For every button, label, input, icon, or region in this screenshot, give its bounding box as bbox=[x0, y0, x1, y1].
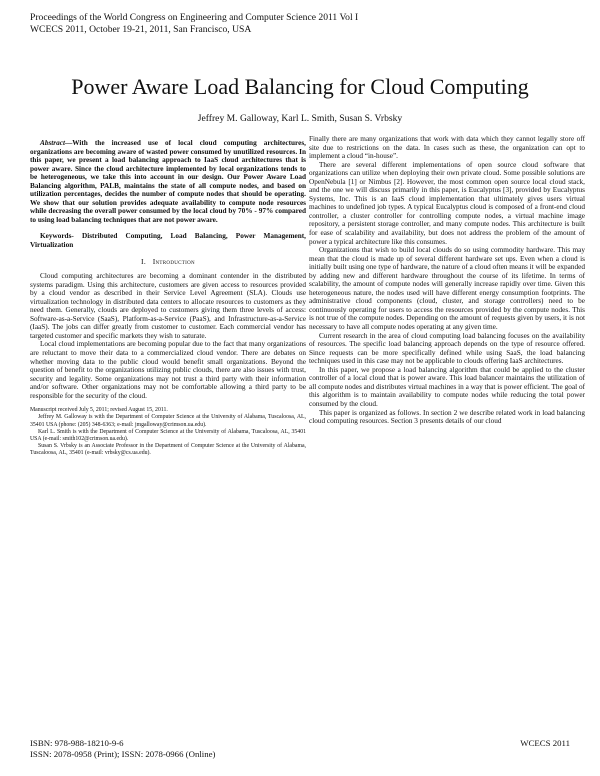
section-heading bbox=[30, 258, 306, 267]
keywords: Keywords- Distributed Computing, Load Balancing, Power Management, Virtualization bbox=[30, 232, 306, 250]
author-list: Jeffrey M. Galloway, Karl L. Smith, Susan S. Vrbsky bbox=[197, 113, 403, 124]
abstract-label: Abstract bbox=[40, 139, 65, 147]
footnote: Susan S. Vrbsky is an Associate Professor in the Department of Computer Science at the University of Alabama, Tuscaloosa, AL, 35401 (e-mail: vrbsky@cs.ua.edu). bbox=[30, 442, 306, 456]
proceedings-header bbox=[30, 12, 358, 35]
body-paragraph: Current research in the area of cloud computing load balancing focuses on the availability of resources. The specific load balancing approach depends on the type of resource offered. Since requests can be more specifically defined while using SaaS, the load balancing techniques used in this case may not be applicable to clouds offering IaaS architectures. bbox=[309, 331, 585, 366]
intro-paragraph: Local cloud implementations are becoming popular due to the fact that many organizations are reluctant to move their data to a commercialized cloud vendor. There are debates on whether moving data to the public cloud would benefit small organizations. Beyond the question of benefit to the organizations utilizing public clouds, there are also issues with trust, security and legality. Some organizations may not trust a third party with their information and/or software. Other organizations may not be comfortable allowing a third party to be responsible for the security of the cloud. bbox=[30, 340, 306, 400]
page-footer bbox=[30, 738, 215, 759]
footnote: Manuscript received July 5, 2011; revised August 15, 2011. bbox=[30, 407, 168, 414]
footnotes bbox=[30, 407, 306, 457]
section-number: I. bbox=[141, 256, 147, 266]
issn: ISSN: 2078-0958 (Print); ISSN: 2078-0966 (Online) bbox=[30, 748, 216, 759]
footnote: Karl L. Smith is with the Department of Computer Science at the University of Alabama, Tuscaloosa, AL, 35401 USA (e-mail: smith102@crimson.ua.edu). bbox=[30, 428, 306, 442]
isbn: ISBN: 978-988-18210-9-6 bbox=[30, 738, 124, 748]
body-paragraph: This paper is organized as follows. In section 2 we describe related work in load balancing cloud computing resources. Section 3 presents details of our cloud bbox=[309, 408, 585, 426]
left-column bbox=[30, 139, 306, 457]
body-paragraph: Finally there are many organizations that work with data which they cannot legally store off site due to restrictions on the data. In cases such as these, the organization can opt to implement a cloud “in-house”. bbox=[309, 135, 585, 161]
right-column bbox=[309, 135, 585, 426]
abstract-text: —With the increased use of local cloud computing architectures, organizations are becoming aware of wasted power consumed by unutilized resources. In this paper, we present a load balancing approach to IaaS cloud architectures that is power aware. Since the cloud architecture implemented by local organizations tends to be heterogeneous, we take this into account in our design. Our Power Aware Load Balancing algorithm, PALB, maintains the state of all compute nodes, and based on utilization percentages, decides the number of compute nodes that should be operating. We show that our solution provides adequate availability to compute node resources while decreasing the overall power consumed by the local cloud by 70% - 97% compared to using load balancing techniques that are not power aware. bbox=[30, 139, 306, 224]
section-title: Introduction bbox=[152, 256, 195, 266]
footer-conference: WCECS 2011 bbox=[520, 738, 570, 748]
body-paragraph: Organizations that wish to build local clouds do so using commodity hardware. This may mean that the cloud is made up of several different hardware set ups. Even when a cloud is initially built using one type of hardware, the nature of a cloud often means it will be expanded by adding new and different hardware throughout the course of its lifetime. In terms of scalability, the amount of compute nodes will generally increase rapidly over time. Given this heterogeneous nature, the nodes used will have different energy consumption footprints. The administrative cloud components (cloud, cluster, and storage controllers) need to be continuously operating for users to access the resources provided by the compute nodes. This is not true of the compute nodes. Depending on the amount of requests given by users, it is not necessary to have all compute nodes operating at any given time. bbox=[309, 246, 585, 332]
abstract bbox=[30, 139, 306, 224]
header-line-1: Proceedings of the World Congress on Engineering and Computer Science 2011 Vol I bbox=[30, 12, 359, 23]
header-line-2: WCECS 2011, October 19-21, 2011, San Francisco, USA bbox=[30, 23, 252, 35]
footnote: Jeffrey M. Galloway is with the Department of Computer Science at the University of Alabama, Tuscaloosa, AL, 35401 USA (phone: (205) 348-6363; e-mail: jmgalloway@crimson.ua.edu). bbox=[30, 414, 306, 428]
body-paragraph: There are several different implementations of open source cloud software that organizations can utilize when deploying their own private cloud. Some possible solutions are OpenNebula [1] or Nimbus [2]. However, the most common open source local cloud stack, and the one we will discuss primarily in this paper, is Eucalyptus [3], provided by Eucalyptus Systems, Inc. This is an IaaS cloud implementation that ultimately gives users virtual machines to undefined job types. A typical Eucalyptus cloud is composed of a front-end cloud controller, a cluster controller for controlling compute nodes, a virtual machine image repository, a persistent storage controller, and many compute nodes. This architecture is built for ease of scalability and availability, but does not address the problem of the amount of power a typical architecture like this consumes. bbox=[309, 160, 585, 246]
body-paragraph: In this paper, we propose a load balancing algorithm that could be applied to the cluster controller of a local cloud that is power aware. This load balancer maintains the utilization of all compute nodes and distributes virtual machines in a way that is power efficient. The goal of this algorithm is to maintain availability to compute nodes while reducing the total power consumed by the cloud. bbox=[309, 365, 585, 408]
paper-title: Power Aware Load Balancing for Cloud Computing bbox=[71, 74, 529, 99]
intro-paragraph: Cloud computing architectures are becoming a dominant contender in the distributed systems paradigm. Using this architecture, customers are given access to resources provided by a cloud vendor as described in their Service Level Agreement (SLA). Clouds use virtualization technology in distributed data centers to allocate resources to customers as they need them. Generally, clouds are deployed to customers giving them three levels of access: Software-as-a-Service (SaaS), Platform-as-a-Service (PaaS), and Infrastructure-as-a-Service (IaaS). The jobs can differ greatly from customer to customer. Each commercial vendor has targeted customer and specific markets they wish to saturate. bbox=[30, 272, 306, 340]
